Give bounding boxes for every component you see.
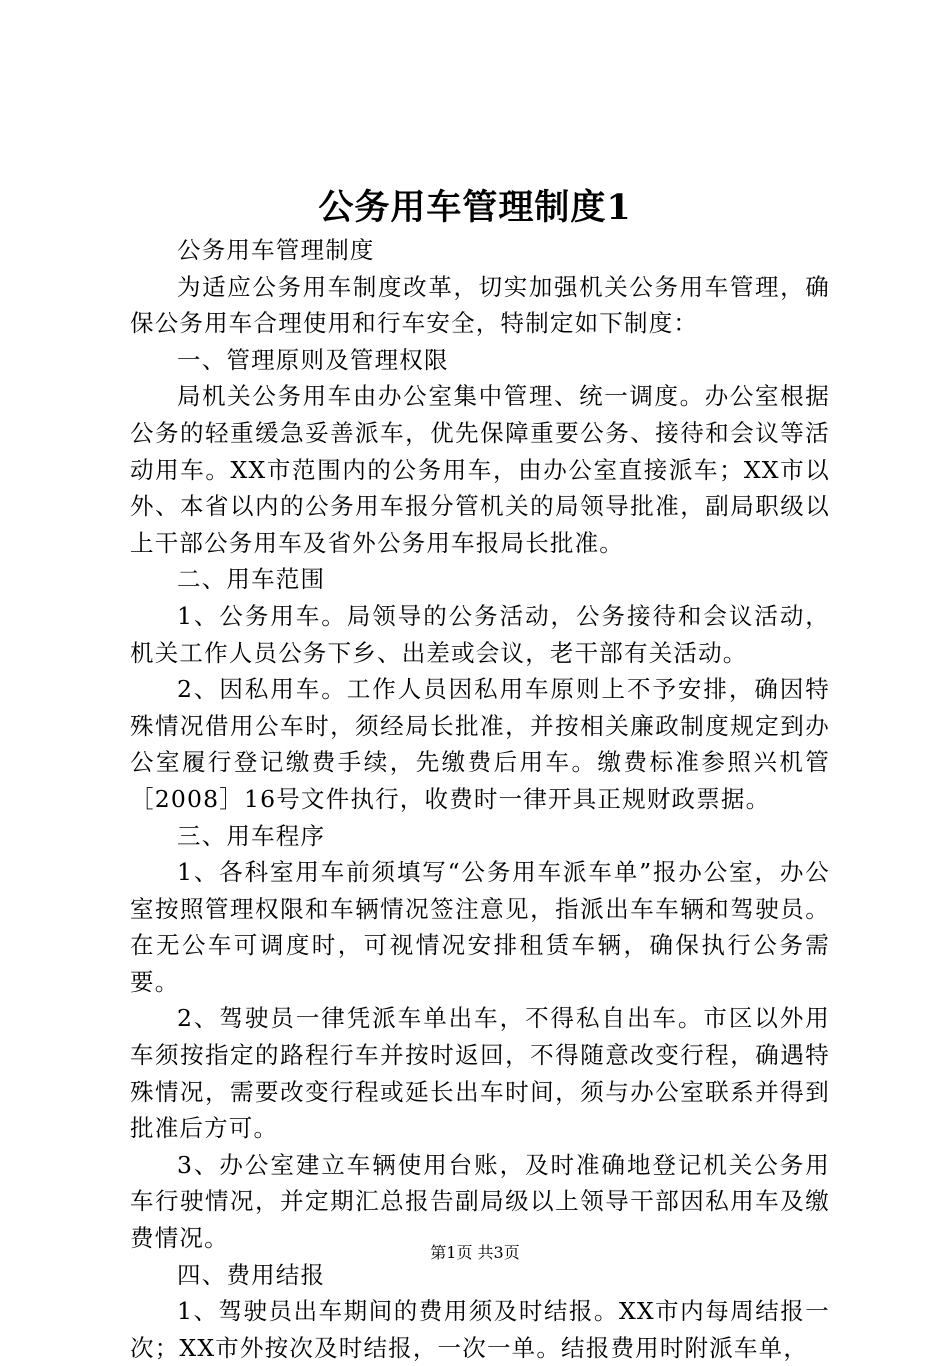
paragraph-2-2: 2、因私用车。工作人员因私用车原则上不予安排，确因特殊情况借用公车时，须经局长批准，并按相关廉政制度规定到办公室履行登记缴费手续，先缴费后用车。缴费标准参照兴机管［2008］16号文件执行，收费时一律开具正规财政票据。 [130, 675, 830, 813]
paragraph-4-1: 1、驾驶员出车期间的费用须及时结报。XX市内每周结报一次；XX市外按次及时结报，一次一单。结报费用时附派车单， [130, 1297, 830, 1362]
paragraph-3-1: 1、各科室用车前须填写“公务用车派车单”报办公室，办公室按照管理权限和车辆情况签注意见，指派出车车辆和驾驶员。在无公车可调度时，可视情况安排租赁车辆，确保执行公务需要。 [130, 858, 830, 996]
document-title: 公务用车管理制度1 [318, 187, 632, 228]
paragraph-3-3: 3、办公室建立车辆使用台账，及时准确地登记机关公务用车行驶情况，并定期汇总报告副局级以上领导干部因私用车及缴费情况。 [130, 1150, 830, 1253]
section-heading-2: 二、用车范围 [177, 565, 326, 594]
section-heading-1: 一、管理原则及管理权限 [177, 345, 449, 374]
paragraph-heading: 公务用车管理制度 [177, 236, 375, 264]
document-body [130, 232, 830, 1366]
section-heading-3: 三、用车程序 [177, 821, 326, 850]
section-heading-4: 四、费用结报 [177, 1260, 326, 1289]
paragraph-2-1: 1、公务用车。局领导的公务活动，公务接待和会议活动，机关工作人员公务下乡、出差或会议，老干部有关活动。 [130, 601, 830, 667]
paragraph-intro: 为适应公务用车制度改革，切实加强机关公务用车管理，确保公务用车合理使用和行车安全，特制定如下制度： [130, 272, 830, 338]
paragraph-3-2: 2、驾驶员一律凭派车单出车，不得私自出车。市区以外用车须按指定的路程行车并按时返回，不得随意改变行程，确遇特殊情况，需要改变行程或延长出车时间，须与办公室联系并得到批准后方可。 [130, 1004, 830, 1143]
paragraph-1: 局机关公务用车由办公室集中管理、统一调度。办公室根据公务的轻重缓急妥善派车，优先保障重要公务、接待和会议等活动用车。XX市范围内的公务用车，由办公室直接派车；XX市以外、本省以内的公务用车报分管机关的局领导批准，副局职级以上干部公务用车及省外公务用车报局长批准。 [130, 382, 830, 557]
page-footer: 第1页 共3页 [430, 1243, 520, 1262]
